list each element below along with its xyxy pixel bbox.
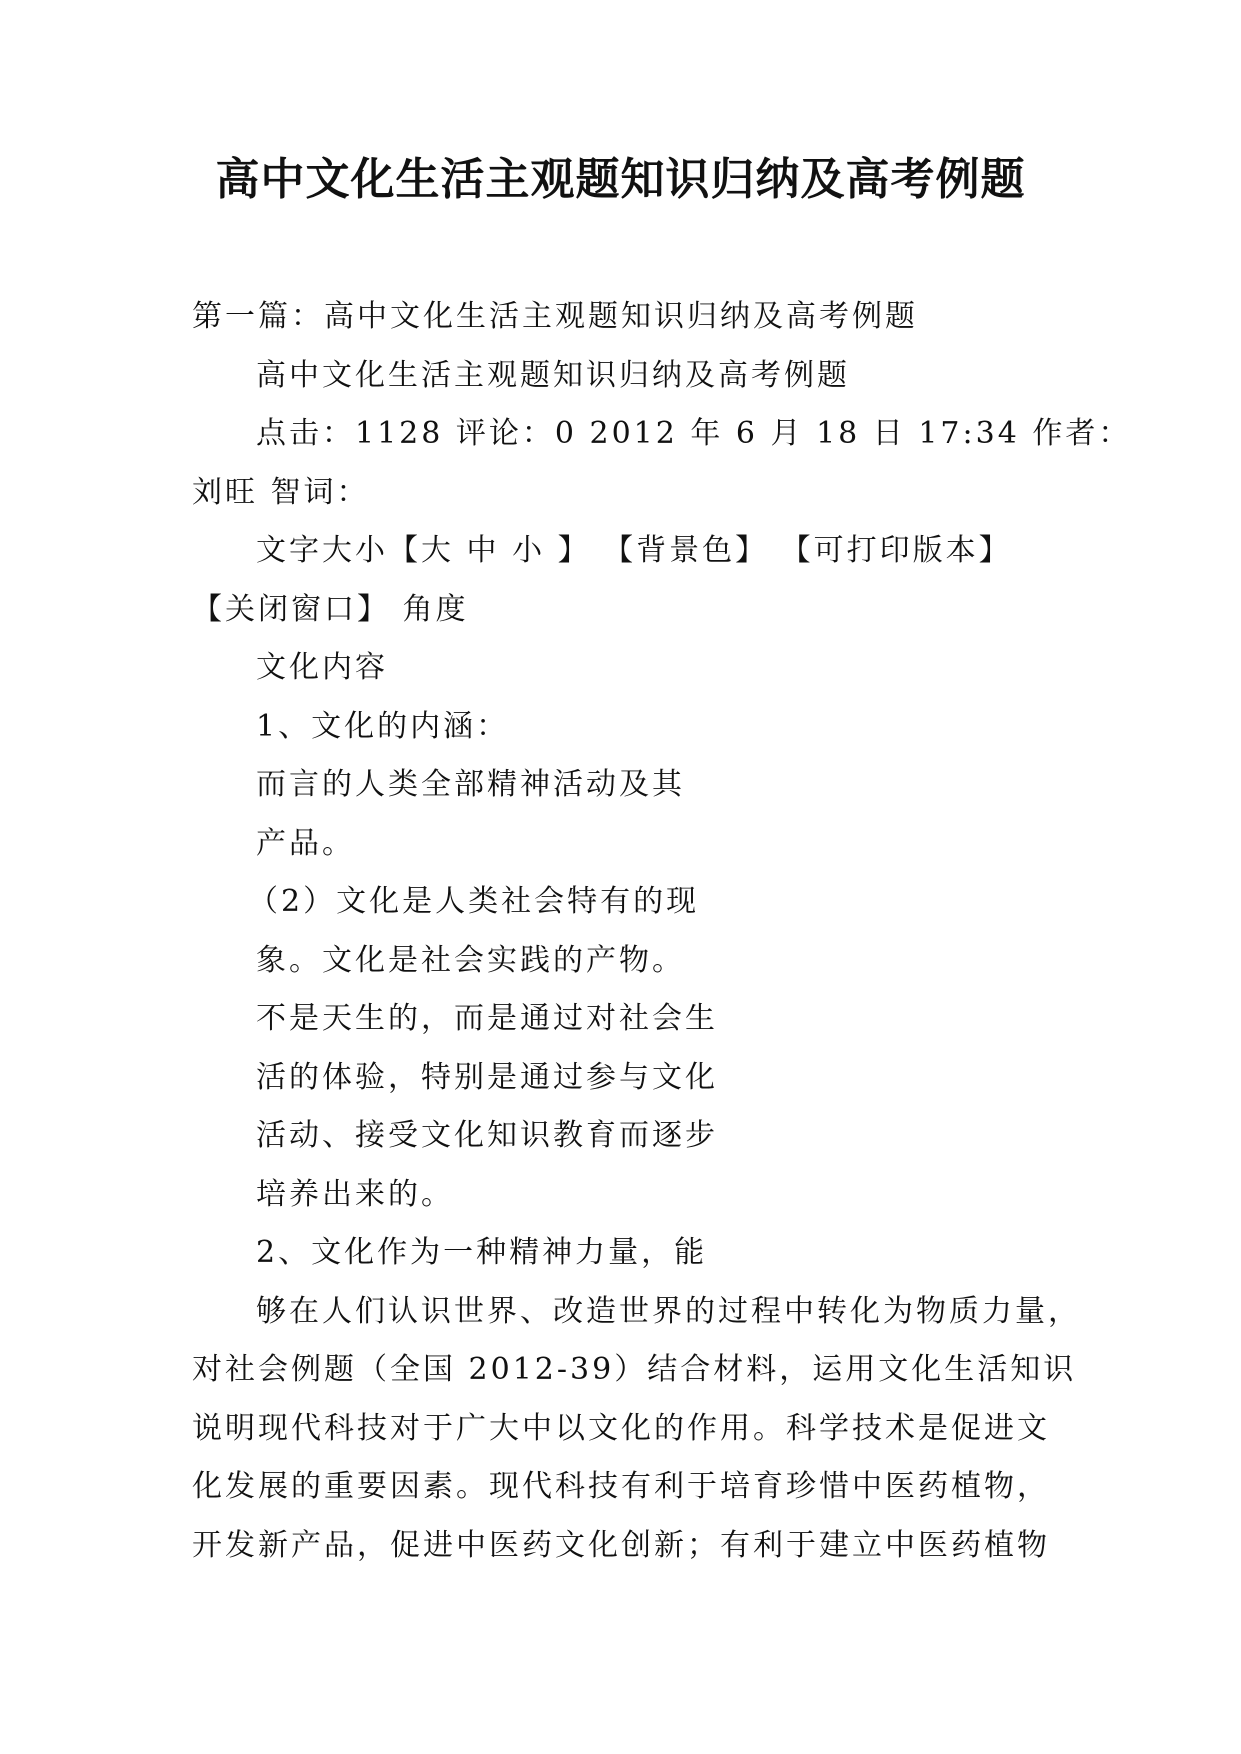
body-line: 而言的人类全部精神活动及其 xyxy=(256,767,685,802)
document-title: 高中文化生活主观题知识归纳及高考例题 xyxy=(215,154,1026,205)
article-meta-line: 点击：1128 评论：0 2012 年 6 月 18 日 17:34 作者： xyxy=(256,416,1132,451)
body-line: 1、文化的内涵： xyxy=(256,708,510,744)
toolbar-text-line: 文字大小【大 中 小 】 【背景色】 【可打印版本】 xyxy=(256,533,1012,568)
article-meta-line-continued: 刘旺 智词： xyxy=(192,474,370,510)
toolbar-text-line-continued: 【关闭窗口】 角度 xyxy=(192,591,469,627)
document-body xyxy=(192,288,1132,1575)
body-line: 说明现代科技对于广大中以文化的作用。科学技术是促进文 xyxy=(192,1410,1050,1446)
body-line: 培养出来的。 xyxy=(256,1176,454,1212)
body-line: 够在人们认识世界、改造世界的过程中转化为物质力量， xyxy=(256,1293,1081,1329)
body-line: 活动、接受文化知识教育而逐步 xyxy=(256,1118,718,1153)
body-line: 2、文化作为一种精神力量，能 xyxy=(256,1235,708,1270)
body-line: 化发展的重要因素。现代科技有利于培育珍惜中医药植物， xyxy=(192,1469,1050,1504)
article-title-line: 高中文化生活主观题知识归纳及高考例题 xyxy=(256,357,850,393)
body-line: 开发新产品，促进中医药文化创新；有利于建立中医药植物 xyxy=(192,1527,1050,1563)
body-line: 不是天生的，而是通过对社会生 xyxy=(256,1001,718,1036)
section-heading: 第一篇：高中文化生活主观题知识归纳及高考例题 xyxy=(192,299,918,334)
body-line: 文化内容 xyxy=(256,650,388,685)
body-line: 对社会例题（全国 2012-39）结合材料，运用文化生活知识 xyxy=(192,1352,1077,1387)
body-line: （2）文化是人类社会特有的现 xyxy=(248,884,700,919)
body-line: 活的体验，特别是通过参与文化 xyxy=(256,1059,718,1095)
body-line: 产品。 xyxy=(256,825,355,861)
body-line: 象。文化是社会实践的产物。 xyxy=(256,942,685,978)
